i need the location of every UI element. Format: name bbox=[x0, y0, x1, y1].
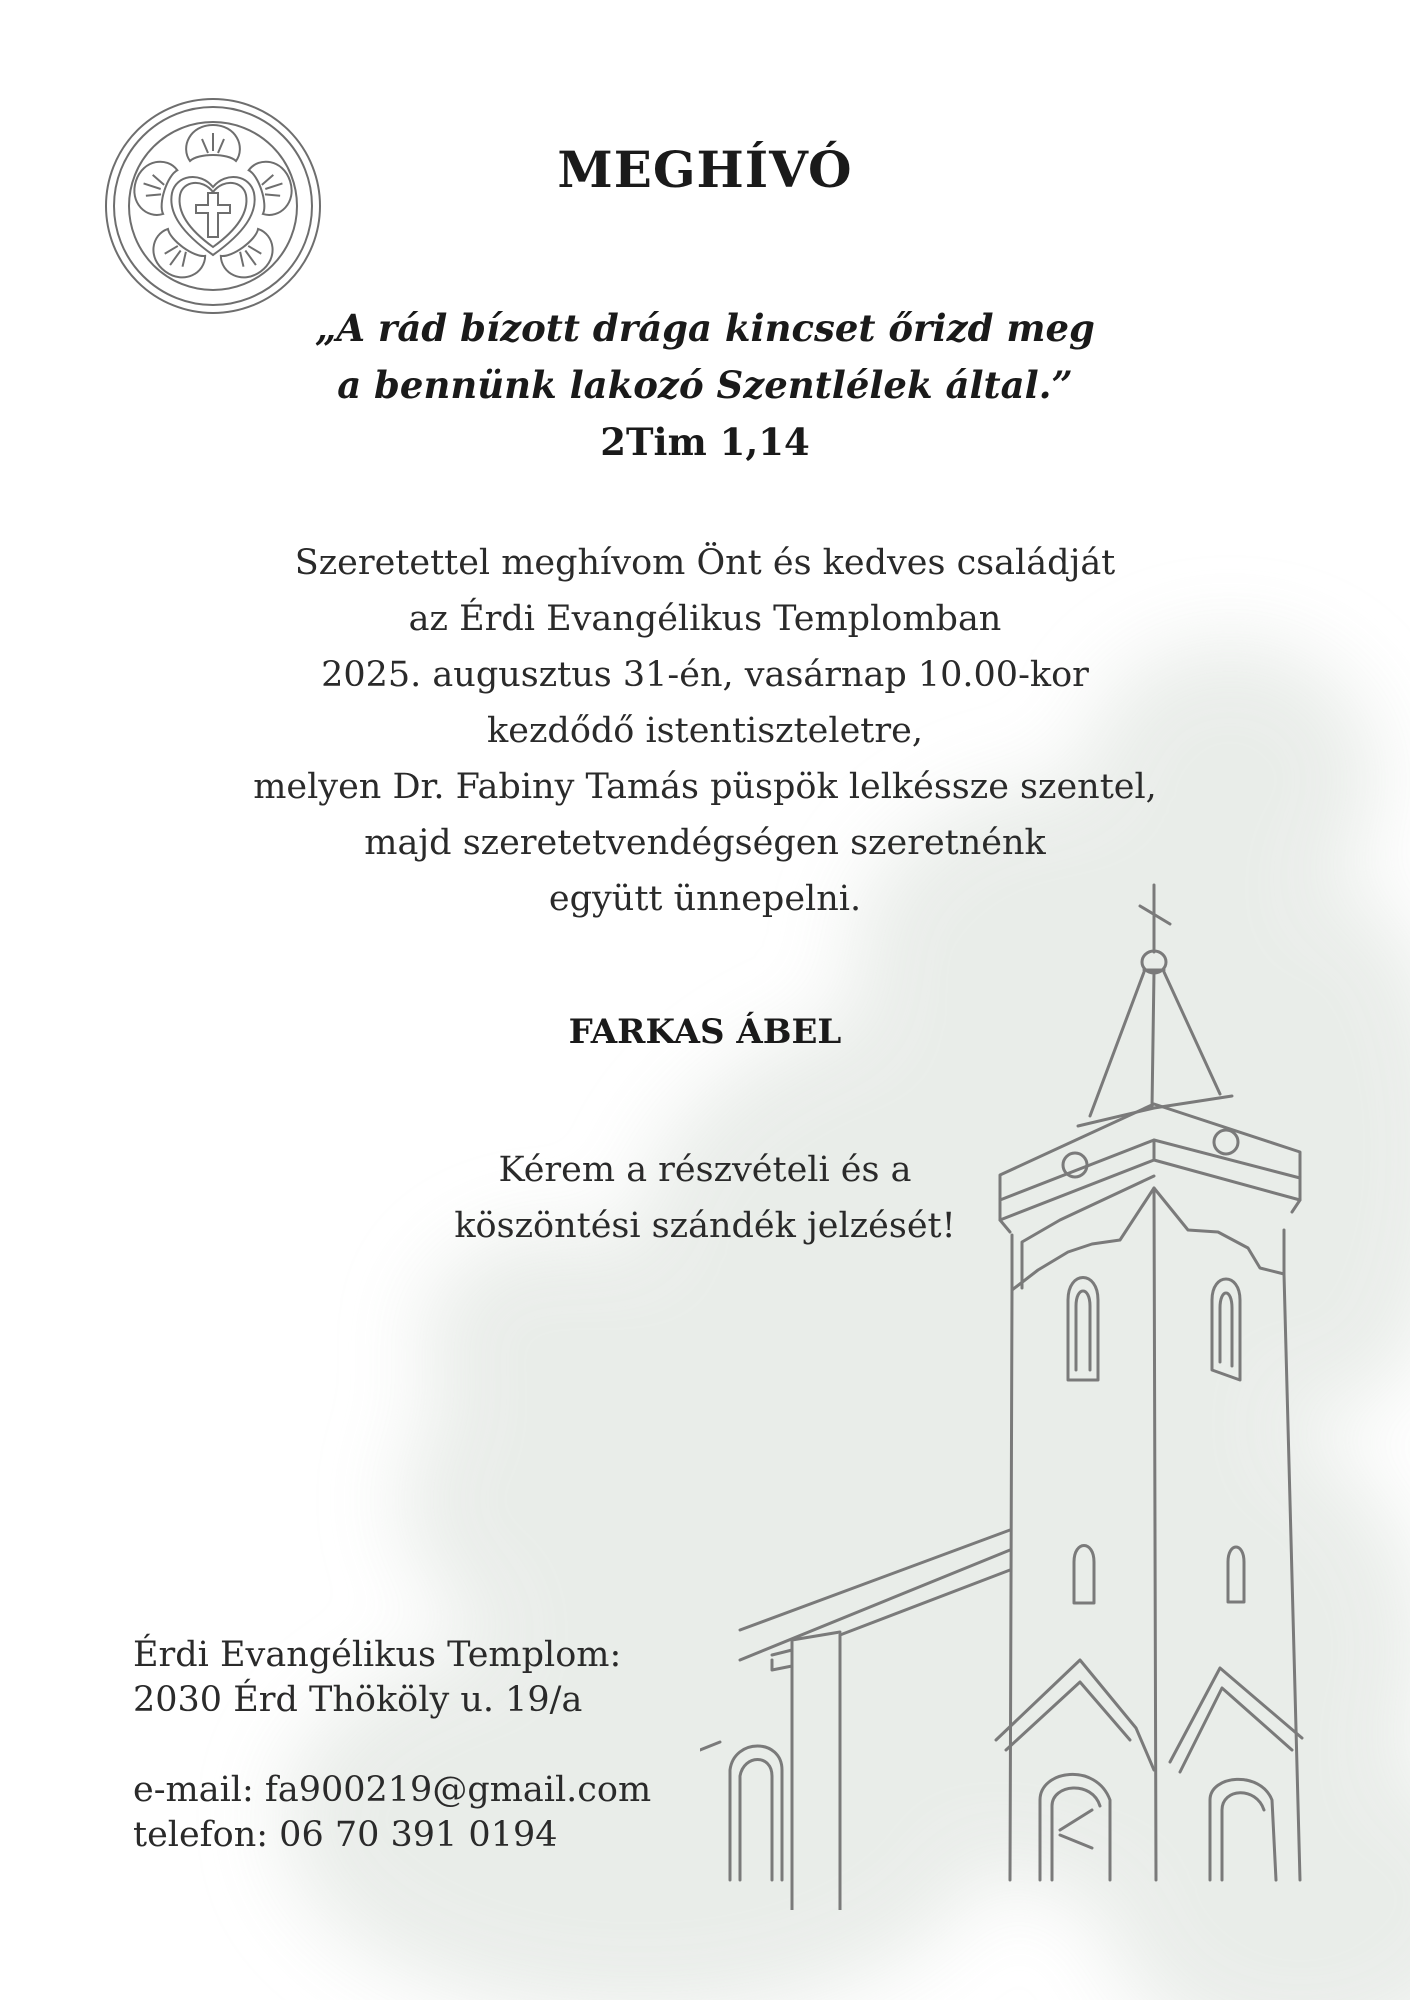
host-name: FARKAS ÁBEL bbox=[568, 1012, 842, 1052]
contact-phone: telefon: 06 70 391 0194 bbox=[133, 1815, 558, 1855]
invitation-line: majd szeretetvendégségen szeretnénk bbox=[364, 823, 1046, 863]
verse-reference: 2Tim 1,14 bbox=[600, 420, 810, 464]
church-address bbox=[133, 1633, 621, 1723]
verse-line-2: a bennünk lakozó Szentlélek által.” bbox=[337, 363, 1073, 407]
contact-email: e-mail: fa900219@gmail.com bbox=[133, 1770, 652, 1810]
invitation-line: melyen Dr. Fabiny Tamás püspök lelkéssze szentel, bbox=[253, 767, 1157, 807]
verse-line-1: „A rád bízott drága kincset őrizd meg bbox=[315, 306, 1095, 350]
church-tower-sketch-icon bbox=[700, 870, 1360, 1910]
invitation-line: együtt ünnepelni. bbox=[548, 879, 862, 919]
address-line-2: 2030 Érd Thököly u. 19/a bbox=[133, 1680, 583, 1720]
rsvp-line: köszöntési szándék jelzését! bbox=[454, 1206, 956, 1246]
address-line-1: Érdi Evangélikus Templom: bbox=[133, 1635, 622, 1675]
invitation-line: 2025. augusztus 31-én, vasárnap 10.00-kor bbox=[321, 655, 1089, 695]
invitation-line: Szeretettel meghívom Önt és kedves családját bbox=[294, 543, 1116, 583]
bible-verse bbox=[0, 300, 1410, 471]
rsvp-line: Kérem a részvételi és a bbox=[498, 1150, 912, 1190]
luther-rose-seal-icon bbox=[102, 95, 324, 317]
invitation-line: kezdődő istentiszteletre, bbox=[487, 711, 923, 751]
page-title: MEGHÍVÓ bbox=[557, 140, 853, 199]
contact-info bbox=[133, 1768, 651, 1858]
invitation-line: az Érdi Evangélikus Templomban bbox=[408, 599, 1002, 639]
invitation-text bbox=[0, 535, 1410, 927]
